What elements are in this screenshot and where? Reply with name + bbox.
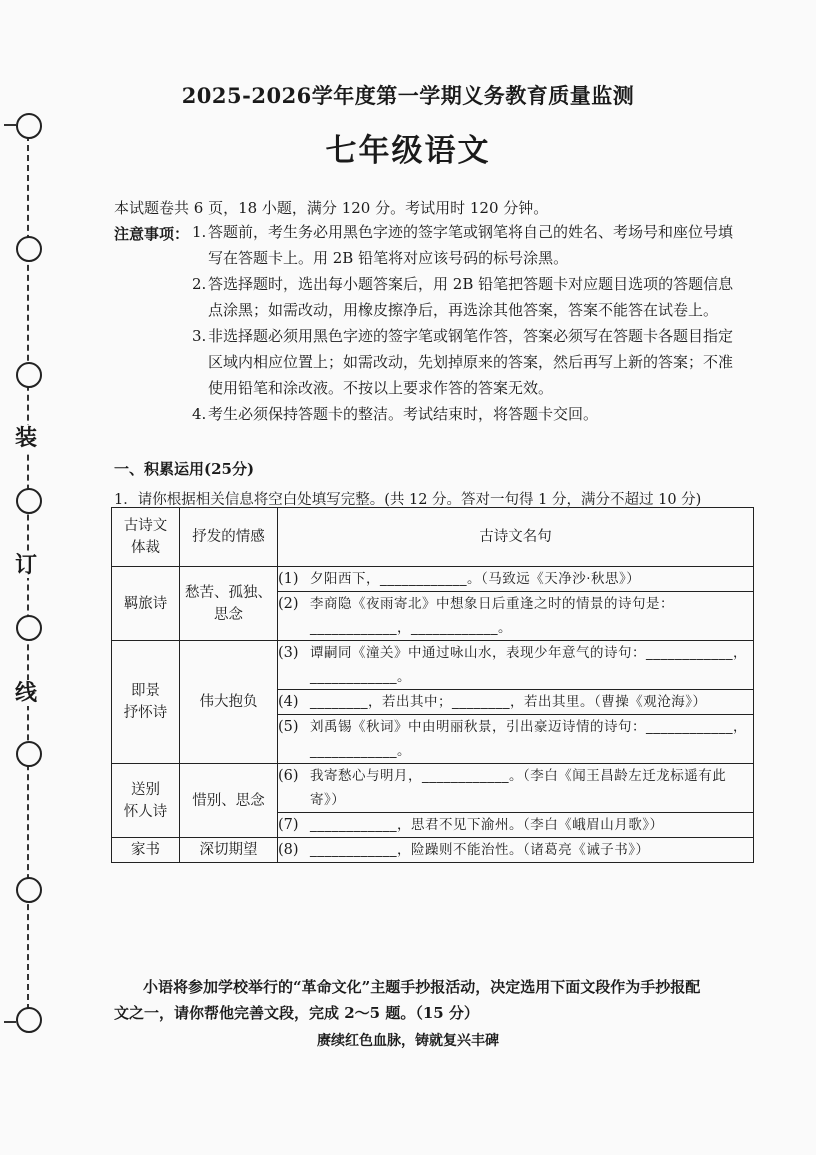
item-text: ____________，险躁则不能治性。（诸葛亮《诫子书》）: [310, 842, 650, 858]
header-quotes: 古诗文名句: [278, 508, 754, 567]
item-text: 刘禹锡《秋词》中由明丽秋景，引出豪迈诗情的诗句：____________，____________。: [310, 719, 747, 759]
quote-cell: [278, 764, 754, 813]
poetry-table: [111, 507, 754, 863]
binding-char-ding: 订: [15, 552, 38, 578]
table-row: [112, 641, 754, 690]
emotion-cell: 伟大抱负: [180, 641, 278, 764]
exam-intro: 本试题卷共 6 页，18 小题，满分 120 分。考试用时 120 分钟。: [114, 199, 549, 217]
genre-cell: 羁旅诗: [112, 567, 180, 641]
binding-char-xian: 线: [15, 680, 38, 706]
note-item: [192, 219, 740, 271]
genre-cell: 送别 怀人诗: [112, 764, 180, 838]
note-item: [192, 401, 740, 427]
passage-intro-line1: 小语将参加学校举行的“革命文化”主题手抄报活动，决定选用下面文段作为手抄报配: [143, 978, 701, 996]
item-number: (8): [278, 842, 299, 858]
note-text: 非选择题必须用黑色字迹的签字笔或钢笔作答，答案必须写在答题卡各题目指定区域内相应位置上；如需改动，先划掉原来的答案，然后再写上新的答案；不准使用铅笔和涂改液。不按以上要求作答的答案无效。: [208, 327, 734, 397]
binding-tick: [4, 1021, 16, 1023]
quote-cell: [278, 690, 754, 715]
item-number: (7): [278, 817, 299, 833]
item-number: (2): [278, 596, 299, 612]
note-number: 1.: [192, 223, 207, 241]
section-heading: 一、积累运用(25分): [114, 460, 255, 478]
item-number: (6): [278, 768, 299, 784]
binding-hole: [16, 362, 42, 388]
item-text: ________，若出其中；________，若出其里。（曹操《观沧海》）: [310, 694, 707, 710]
passage-intro-line2: 文之一，请你帮他完善文段，完成 2～5 题。（15 分）: [114, 1004, 479, 1022]
table-row: [112, 838, 754, 863]
item-number: (5): [278, 719, 299, 735]
binding-hole: [16, 488, 42, 514]
exam-header-line: 2025-2026学年度第一学期义务教育质量监测: [181, 83, 635, 108]
quote-cell: [278, 813, 754, 838]
quote-cell: [278, 641, 754, 690]
item-text: 谭嗣同《潼关》中通过咏山水，表现少年意气的诗句：____________，____________。: [310, 645, 747, 685]
notes-label: 注意事项：: [114, 225, 190, 243]
genre-cell: 家书: [112, 838, 180, 863]
item-text: ____________，思君不见下渝州。（李白《峨眉山月歌》）: [310, 817, 664, 833]
note-text: 答题前，考生务必用黑色字迹的签字笔或钢笔将自己的姓名、考场号和座位号填写在答题卡上。用 2B 铅笔将对应该号码的标号涂黑。: [208, 223, 734, 267]
table-header-row: [112, 508, 754, 567]
header-emotion: 抒发的情感: [180, 508, 278, 567]
item-number: (4): [278, 694, 299, 710]
binding-char-zhuang: 装: [15, 425, 38, 451]
question-1-prompt: 1．请你根据相关信息将空白处填写完整。(共 12 分。答对一句得 1 分，满分不超过 10 分): [114, 492, 702, 508]
header-genre: 古诗文 体裁: [112, 508, 180, 567]
emotion-cell: 愁苦、孤独、 思念: [180, 567, 278, 641]
item-text: 夕阳西下，____________。（马致远《天净沙·秋思》）: [310, 571, 641, 587]
quote-cell: [278, 715, 754, 764]
note-item: [192, 271, 740, 323]
binding-hole: [16, 877, 42, 903]
emotion-cell: 深切期望: [180, 838, 278, 863]
genre-cell: 即景 抒怀诗: [112, 641, 180, 764]
table-row: [112, 567, 754, 592]
binding-hole: [16, 741, 42, 767]
note-number: 3.: [192, 327, 207, 345]
emotion-cell: 惜别、思念: [180, 764, 278, 838]
quote-cell: [278, 838, 754, 863]
binding-margin: [0, 0, 60, 1155]
note-number: 4.: [192, 405, 207, 423]
item-number: (3): [278, 645, 299, 661]
item-text: 我寄愁心与明月，____________。（李白《闻王昌龄左迁龙标遥有此寄》）: [310, 768, 727, 808]
item-text: 李商隐《夜雨寄北》中想象日后重逢之时的情景的诗句是：____________，____________。: [310, 596, 674, 636]
note-text: 答选择题时，选出每小题答案后，用 2B 铅笔把答题卡对应题目选项的答题信息点涂黑；如需改动，用橡皮擦净后，再选涂其他答案，答案不能答在试卷上。: [208, 275, 734, 319]
note-text: 考生必须保持答题卡的整洁。考试结束时，将答题卡交回。: [208, 405, 599, 423]
passage-title: 赓续红色血脉，铸就复兴丰碑: [317, 1033, 499, 1049]
binding-hole: [16, 236, 42, 262]
table-row: [112, 764, 754, 813]
item-number: (1): [278, 571, 299, 587]
note-item: [192, 323, 740, 401]
note-number: 2.: [192, 275, 207, 293]
exam-title: 七年级语文: [325, 133, 491, 169]
binding-hole: [16, 615, 42, 641]
quote-cell: [278, 592, 754, 641]
quote-cell: [278, 567, 754, 592]
